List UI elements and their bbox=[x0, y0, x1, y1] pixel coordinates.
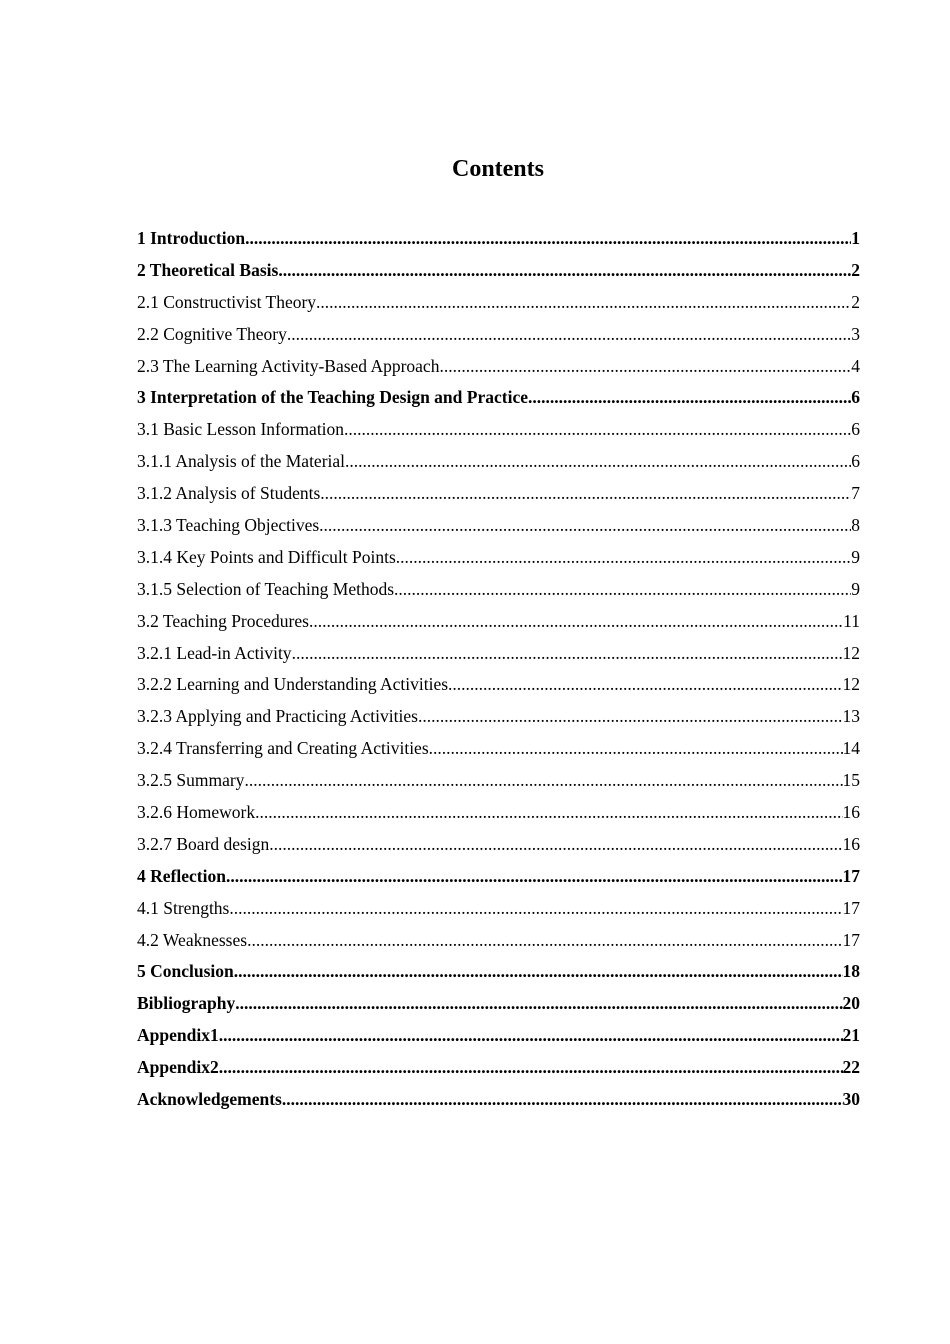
toc-entry-label: 3.2 Teaching Procedures bbox=[137, 610, 309, 631]
toc-entry-label: 3.2.7 Board design bbox=[137, 833, 270, 854]
toc-dot-leader bbox=[219, 1055, 843, 1079]
toc-entry[interactable] bbox=[137, 385, 860, 417]
toc-entry[interactable] bbox=[137, 290, 860, 322]
toc-entry-label: 3.2.3 Applying and Practicing Activities bbox=[137, 706, 418, 727]
toc-entry-page-number: 17 bbox=[842, 865, 860, 886]
toc-entry[interactable] bbox=[137, 481, 860, 513]
toc-dot-leader bbox=[448, 672, 842, 696]
toc-dot-leader bbox=[245, 226, 851, 250]
toc-dot-leader bbox=[219, 1023, 843, 1047]
toc-entry[interactable] bbox=[137, 545, 860, 577]
toc-entry-page-number: 30 bbox=[842, 1089, 860, 1110]
toc-entry-label: 4.2 Weaknesses bbox=[137, 929, 248, 950]
toc-entry-page-number: 14 bbox=[842, 738, 860, 759]
toc-entry-label: Appendix1 bbox=[137, 1025, 219, 1046]
toc-entry[interactable] bbox=[137, 864, 860, 896]
toc-entry[interactable] bbox=[137, 736, 860, 768]
toc-entry-page-number: 4 bbox=[851, 355, 860, 376]
toc-entry-page-number: 18 bbox=[842, 961, 860, 982]
toc-dot-leader bbox=[439, 354, 851, 378]
toc-dot-leader bbox=[244, 768, 842, 792]
toc-entry-label: 3 Interpretation of the Teaching Design and Practice bbox=[137, 387, 528, 408]
toc-dot-leader bbox=[287, 322, 851, 346]
toc-entry[interactable] bbox=[137, 449, 860, 481]
toc-entry[interactable] bbox=[137, 959, 860, 991]
toc-entry-page-number: 21 bbox=[842, 1025, 860, 1046]
toc-entry[interactable] bbox=[137, 704, 860, 736]
toc-entry-page-number: 3 bbox=[851, 323, 860, 344]
toc-entry-label: Appendix2 bbox=[137, 1057, 219, 1078]
toc-entry-label: 2.2 Cognitive Theory bbox=[137, 323, 287, 344]
toc-entry-page-number: 6 bbox=[851, 387, 860, 408]
toc-entry-page-number: 9 bbox=[851, 578, 860, 599]
toc-entry[interactable] bbox=[137, 928, 860, 960]
toc-entry-label: 1 Introduction bbox=[137, 228, 246, 248]
toc-dot-leader bbox=[235, 991, 842, 1015]
toc-entry[interactable] bbox=[137, 354, 860, 386]
toc-dot-leader bbox=[418, 704, 843, 728]
toc-entry-label: 3.1.5 Selection of Teaching Methods bbox=[137, 578, 395, 599]
toc-dot-leader bbox=[234, 959, 843, 983]
toc-entry-page-number: 6 bbox=[851, 451, 860, 472]
toc-entry-label: 3.2.1 Lead-in Activity bbox=[137, 642, 292, 663]
table-of-contents bbox=[137, 226, 860, 1119]
toc-dot-leader bbox=[320, 481, 851, 505]
toc-entry[interactable] bbox=[137, 768, 860, 800]
toc-entry-label: 2.3 The Learning Activity-Based Approach bbox=[137, 355, 440, 376]
toc-entry[interactable] bbox=[137, 896, 860, 928]
toc-entry[interactable] bbox=[137, 991, 860, 1023]
toc-entry-label: Acknowledgements bbox=[137, 1089, 282, 1110]
toc-entry[interactable] bbox=[137, 641, 860, 673]
toc-entry-label: 3.2.4 Transferring and Creating Activities bbox=[137, 738, 429, 759]
toc-dot-leader bbox=[247, 928, 842, 952]
toc-entry-label: 3.1.2 Analysis of Students bbox=[137, 483, 321, 504]
toc-title: Contents bbox=[451, 156, 544, 182]
toc-entry-label: 3.1 Basic Lesson Information bbox=[137, 419, 345, 440]
toc-entry-page-number: 7 bbox=[851, 483, 860, 504]
toc-entry-label: 3.1.1 Analysis of the Material bbox=[137, 451, 346, 472]
toc-entry-label: 2 Theoretical Basis bbox=[137, 259, 279, 280]
toc-entry-label: 3.1.4 Key Points and Difficult Points bbox=[137, 546, 396, 567]
toc-entry[interactable] bbox=[137, 322, 860, 354]
toc-entry-page-number: 17 bbox=[842, 897, 860, 918]
toc-dot-leader bbox=[229, 896, 842, 920]
toc-entry-label: 3.2.6 Homework bbox=[137, 802, 256, 823]
toc-dot-leader bbox=[282, 1087, 843, 1111]
toc-entry-label: 4 Reflection bbox=[137, 865, 226, 886]
toc-dot-leader bbox=[394, 577, 851, 601]
toc-entry-page-number: 2 bbox=[851, 291, 860, 312]
toc-dot-leader bbox=[269, 832, 842, 856]
toc-dot-leader bbox=[255, 800, 842, 824]
toc-entry-page-number: 2 bbox=[851, 259, 860, 280]
toc-dot-leader bbox=[344, 417, 851, 441]
toc-entry[interactable] bbox=[137, 577, 860, 609]
toc-dot-leader bbox=[292, 641, 843, 665]
toc-dot-leader bbox=[316, 290, 851, 314]
toc-entry[interactable] bbox=[137, 1087, 860, 1119]
toc-dot-leader bbox=[278, 258, 851, 282]
toc-entry-page-number: 9 bbox=[851, 546, 860, 567]
toc-entry[interactable] bbox=[137, 226, 860, 258]
toc-entry-page-number: 16 bbox=[842, 802, 860, 823]
toc-entry-page-number: 1 bbox=[851, 228, 860, 248]
toc-entry[interactable] bbox=[137, 832, 860, 864]
toc-entry[interactable] bbox=[137, 672, 860, 704]
toc-entry[interactable] bbox=[137, 417, 860, 449]
toc-dot-leader bbox=[319, 513, 851, 537]
toc-entry-page-number: 17 bbox=[842, 929, 860, 950]
toc-entry[interactable] bbox=[137, 258, 860, 290]
toc-dot-leader bbox=[396, 545, 851, 569]
toc-entry-label: Bibliography bbox=[137, 993, 236, 1014]
toc-entry-label: 3.2.5 Summary bbox=[137, 770, 245, 791]
toc-entry-page-number: 8 bbox=[851, 515, 860, 536]
toc-dot-leader bbox=[345, 449, 851, 473]
toc-entry[interactable] bbox=[137, 1023, 860, 1055]
toc-entry-page-number: 13 bbox=[842, 706, 860, 727]
toc-entry-page-number: 15 bbox=[842, 770, 860, 791]
toc-entry[interactable] bbox=[137, 513, 860, 545]
toc-entry-label: 4.1 Strengths bbox=[137, 897, 230, 918]
toc-entry-label: 2.1 Constructivist Theory bbox=[137, 291, 317, 312]
toc-entry[interactable] bbox=[137, 1055, 860, 1087]
toc-entry[interactable] bbox=[137, 800, 860, 832]
toc-dot-leader bbox=[226, 864, 843, 888]
toc-dot-leader bbox=[309, 609, 843, 633]
toc-entry[interactable] bbox=[137, 609, 860, 641]
toc-entry-label: 5 Conclusion bbox=[137, 961, 234, 982]
toc-entry-page-number: 6 bbox=[851, 419, 860, 440]
toc-dot-leader bbox=[528, 385, 851, 409]
toc-entry-page-number: 22 bbox=[842, 1057, 860, 1078]
toc-entry-page-number: 16 bbox=[842, 833, 860, 854]
toc-entry-label: 3.2.2 Learning and Understanding Activities bbox=[137, 674, 449, 695]
toc-entry-page-number: 20 bbox=[842, 993, 860, 1014]
toc-entry-page-number: 11 bbox=[843, 610, 860, 631]
toc-dot-leader bbox=[429, 736, 843, 760]
toc-entry-page-number: 12 bbox=[842, 642, 860, 663]
toc-entry-page-number: 12 bbox=[842, 674, 860, 695]
toc-entry-label: 3.1.3 Teaching Objectives bbox=[137, 515, 320, 536]
